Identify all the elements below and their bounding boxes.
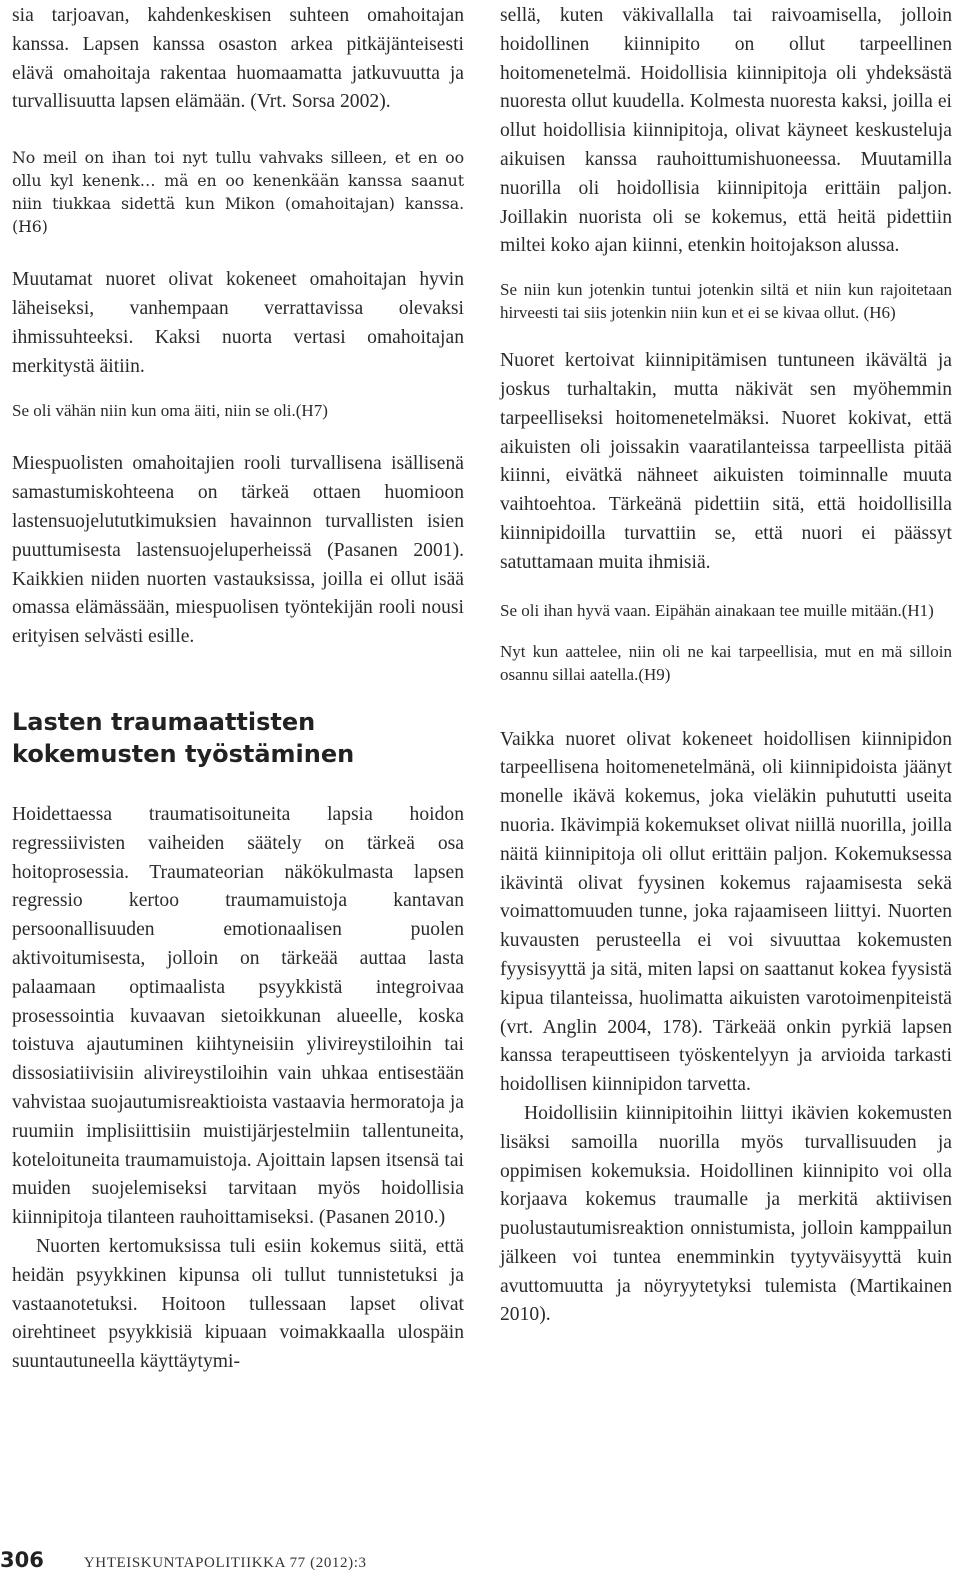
paragraph-trauma: Hoidettaessa traumatisoituneita lapsia hoidon regressiivisten vaiheiden säätely on tärkeä osa hoitoprosessia. Traumateorian näkökulmasta lapsen regressio kertoo traumamuistoja kantavan persoonallisuuden emotionaalisen puolen aktivoitumisesta, jolloin on tärkeää auttaa lasta palaamaan optimaalista psyykkistä integroivaa prosessointia kuvaavan sietoikkunan alueelle, koska toistuva ajautuminen kiihtyneisiin ylivireystiloihin tai dissosiatiivisiin alivireystiloihin vain uhkaa entisestään vahvistaa suojautumisreaktioista vastaavia hermoratoja ja ruumiin implisiittisiin muistijärjestelmiin tallentuneita, koteloituneita traumamuistoja. Ajoittain lapsen itsensä tai muiden suojelemiseksi tarvitaan myös hoidollisia kiinnipitoja tilanteen rauhoittamiseksi. (Pasanen 2010.) (12, 803, 464, 1229)
quote-h9: Nyt kun aattelee, niin oli ne kai tarpeellisia, mut en mä silloin osannu sillai aatella.(H9) (500, 641, 952, 684)
paragraph-close-relationship: Muutamat nuoret olivat kokeneet omahoitajan hyvin läheiseksi, vanhempaan verrattavissa olevaksi ihmissuhteeksi. Kaksi nuorta vertasi omahoitajan merkitystä äitiin. (12, 269, 464, 377)
section-heading: Lasten traumaattisten kokemusten työstäminen (12, 707, 355, 768)
left-column (12, 0, 464, 1377)
paragraph-male-caregivers: Miespuolisten omahoitajien rooli turvallisena isällisenä samastumiskohteena on tärkeä ottaen huomioon lastensuojelututkimuksien havainnon turvallisten isien puuttumisesta lastensuojeluperheissä (Pasanen 2001). Kaikkien niiden nuorten vastauksissa, joilla ei ollut isää omassa elämässään, miespuolisen työntekijän rooli nousi erityisen selvästi esille. (12, 453, 464, 648)
paragraph-youth-stories: Nuorten kertomuksissa tuli esiin kokemus siitä, että heidän psyykkinen kipunsa oli tullut tunnistetuksi ja vastaanotetuksi. Hoitoon tullessaan lapset olivat oirehtineet psyykkisiä kipuaan voimakkaalla ulospäin suuntautuneella käyttäytymi- (12, 1235, 464, 1373)
paragraph-intro: sia tarjoavan, kahdenkeskisen suhteen omahoitajan kanssa. Lapsen kanssa osaston arkea pitkäjänteisesti elävä omahoitaja rakentaa huomaamatta jatkuvuutta ja turvallisuutta lapsen elämään. (Vrt. Sorsa 2002). (12, 5, 464, 113)
paragraph-related-experiences: Hoidollisiin kiinnipitoihin liittyi ikävien kokemusten lisäksi samoilla nuorilla myös turvallisuuden ja oppimisen kokemuksia. Hoidollinen kiinnipito voi olla korjaava kokemus traumalle ja merkitä aktiivisen puolustautumisreaktion onnistumista, jolloin kamppailun jälkeen voi tuntea enemminkin tyytyväisyyttä kuin avuttomuutta ja nöyryytetyksi tulemista (Martikainen 2010). (500, 1102, 952, 1326)
page-footer (0, 1548, 367, 1581)
quote-h6-restraint: Se niin kun jotenkin tuntui jotenkin siltä et niin kun rajoitetaan hirveesti tai siis jotenkin niin kun et ei se kivaa ollut. (H6) (500, 280, 952, 323)
quote-h1: Se oli ihan hyvä vaan. Eipähän ainakaan tee muille mitään.(H1) (500, 600, 934, 620)
right-column (500, 0, 952, 1330)
paragraph-experience: Nuoret kertoivat kiinnipitämisen tuntuneen ikävältä ja joskus turhaltakin, mutta näkivät sen myöhemmin tarpeelliseksi hoitomenetelmäksi. Nuoret kokivat, että aikuisten oli joissakin vaaratilanteissa tarpeellista pitää kiinni, eivätkä nähneet aikuisten toiminnalle muuta vaihtoehtoa. Tärkeänä pidettiin sitä, että hoidollisilla kiinnipidoilla turvattiin se, että nuori ei päässyt satuttamaan muita ihmisiä. (500, 350, 952, 573)
quote-h6: No meil on ihan toi nyt tullu vahvaks silleen, et en oo ollu kyl kenenk… mä en oo kenenkään kanssa saanut niin tiukkaa sidettä kun Mikon (omahoitajan) kanssa.(H6) (12, 148, 464, 237)
quote-h7: Se oli vähän niin kun oma äiti, niin se oli.(H7) (12, 401, 328, 421)
paragraph-although: Vaikka nuoret olivat kokeneet hoidollisen kiinnipidon tarpeellisena hoitomenetelmänä, oli kiinnipidoista jäänyt monelle ikävä kokemus, joka vieläkin puhututti useita nuoria. Ikävimpiä kokemukset olivat niillä nuorilla, joilla näitä kiinnipitoja oli ollut erittäin paljon. Kokemuksessa ikävintä olivat fyysinen kokemus rajaamisesta sekä voimattomuuden tunne, joka rajaamiseen liittyi. Nuorten kuvausten perusteella ei voi sivuuttaa kokemusten fyysisyyttä ja sitä, miten lapsi on saattanut kokea fyysistä kipua tilanteissa, huolimatta aikuisten varotoimenpiteistä (vrt. Anglin 2004, 178). Tärkeää onkin pyrkiä lapsen kanssa terapeuttiseen työskentelyyn ja arvioida tarkasti hoidollisen kiinnipidon tarvetta. (500, 728, 952, 1096)
journal-name: YHTEISKUNTAPOLITIIKKA 77 (2012):3 (83, 1555, 367, 1571)
paragraph-continuation: sellä, kuten väkivallalla tai raivoamisella, jolloin hoidollinen kiinnipito on ollut tarpeellinen hoitomenetelmä. Hoidollisia kiinnipitoja oli yhdeksästä nuoresta ollut kuudella. Kolmesta nuoresta kaksi, joilla ei ollut hoidollisia kiinnipitoja, olivat käyneet keskusteluja aikuisen kanssa rauhoittumishuoneessa. Muutamilla nuorilla oli hoidollisia kiinnipitoja erittäin paljon. Joillakin nuorista oli se kokemus, että heitä pidettiin miltei koko ajan kiinni, etenkin hoitojakson alussa. (500, 5, 952, 257)
page-number: 306 (0, 1548, 44, 1572)
